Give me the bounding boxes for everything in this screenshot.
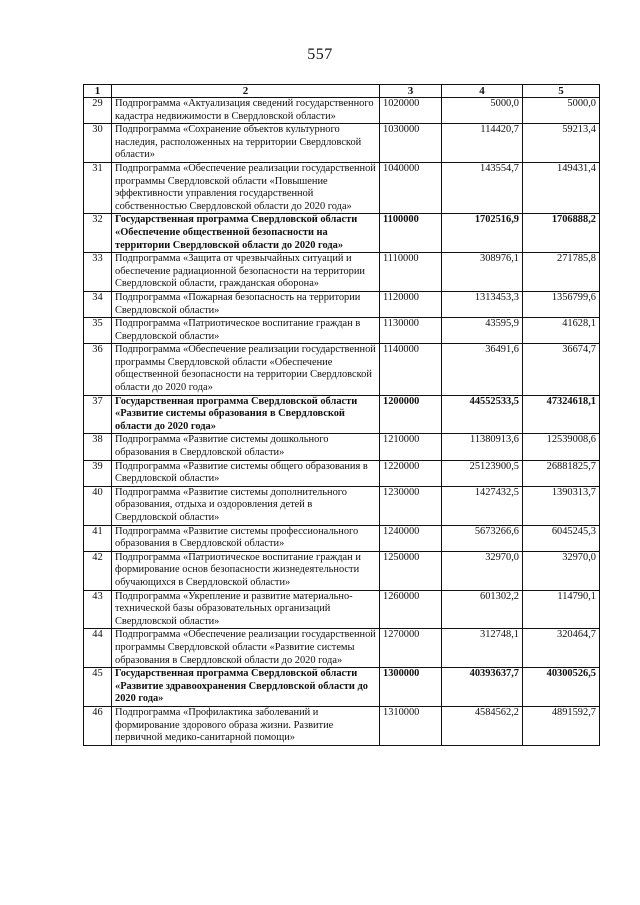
target-code: 1300000 bbox=[380, 668, 442, 707]
amount-col4: 44552533,5 bbox=[442, 395, 523, 434]
target-code: 1020000 bbox=[380, 98, 442, 124]
amount-col4: 36491,6 bbox=[442, 344, 523, 395]
table-row bbox=[84, 590, 600, 629]
amount-col4: 5000,0 bbox=[442, 98, 523, 124]
table-row bbox=[84, 162, 600, 213]
table-row bbox=[84, 525, 600, 551]
row-number: 43 bbox=[84, 590, 112, 629]
program-name: Подпрограмма «Обеспечение реализации государственной программы Свердловской области «Развитие системы образования в Свердловской области до 2020 года» bbox=[112, 629, 380, 668]
row-number: 42 bbox=[84, 551, 112, 590]
amount-col4: 25123900,5 bbox=[442, 460, 523, 486]
target-code: 1230000 bbox=[380, 486, 442, 525]
amount-col4: 312748,1 bbox=[442, 629, 523, 668]
target-code: 1250000 bbox=[380, 551, 442, 590]
table-row bbox=[84, 668, 600, 707]
program-name: Подпрограмма «Профилактика заболеваний и формирование здорового образа жизни. Развитие первичной медико-санитарной помощи» bbox=[112, 706, 380, 745]
table-row bbox=[84, 98, 600, 124]
program-name: Подпрограмма «Пожарная безопасность на территории Свердловской области» bbox=[112, 291, 380, 317]
table-row bbox=[84, 460, 600, 486]
amount-col4: 40393637,7 bbox=[442, 668, 523, 707]
amount-col4: 11380913,6 bbox=[442, 434, 523, 460]
amount-col4: 143554,7 bbox=[442, 162, 523, 213]
program-name: Подпрограмма «Обеспечение реализации государственной программы Свердловской области «Обеспечение общественной безопасности на территории Свердловской области до 2020 года» bbox=[112, 344, 380, 395]
row-number: 36 bbox=[84, 344, 112, 395]
row-number: 46 bbox=[84, 706, 112, 745]
program-name: Подпрограмма «Патриотическое воспитание граждан и формирование основ безопасности жизнедеятельности обучающихся в Свердловской области» bbox=[112, 551, 380, 590]
row-number: 33 bbox=[84, 253, 112, 292]
amount-col5: 4891592,7 bbox=[523, 706, 600, 745]
amount-col5: 6045245,3 bbox=[523, 525, 600, 551]
amount-col5: 59213,4 bbox=[523, 124, 600, 163]
amount-col4: 308976,1 bbox=[442, 253, 523, 292]
program-name: Подпрограмма «Развитие системы общего образования в Свердловской области» bbox=[112, 460, 380, 486]
row-number: 31 bbox=[84, 162, 112, 213]
target-code: 1240000 bbox=[380, 525, 442, 551]
target-code: 1140000 bbox=[380, 344, 442, 395]
program-name: Государственная программа Свердловской области «Обеспечение общественной безопасности на территории Свердловской области до 2020 года» bbox=[112, 214, 380, 253]
amount-col5: 271785,8 bbox=[523, 253, 600, 292]
amount-col4: 32970,0 bbox=[442, 551, 523, 590]
row-number: 40 bbox=[84, 486, 112, 525]
target-code: 1100000 bbox=[380, 214, 442, 253]
row-number: 39 bbox=[84, 460, 112, 486]
amount-col5: 320464,7 bbox=[523, 629, 600, 668]
table-row bbox=[84, 318, 600, 344]
amount-col4: 1702516,9 bbox=[442, 214, 523, 253]
table-row bbox=[84, 395, 600, 434]
target-code: 1200000 bbox=[380, 395, 442, 434]
program-name: Государственная программа Свердловской области «Развитие системы образования в Свердловской области до 2020 года» bbox=[112, 395, 380, 434]
program-name: Подпрограмма «Защита от чрезвычайных ситуаций и обеспечение радиационной безопасности на территории Свердловской области, гражданская оборона» bbox=[112, 253, 380, 292]
program-name: Подпрограмма «Обеспечение реализации государственной программы Свердловской области «Повышение эффективности управления государственной собственностью Свердловской области до 2020 года» bbox=[112, 162, 380, 213]
row-number: 35 bbox=[84, 318, 112, 344]
amount-col5: 41628,1 bbox=[523, 318, 600, 344]
target-code: 1110000 bbox=[380, 253, 442, 292]
row-number: 29 bbox=[84, 98, 112, 124]
target-code: 1270000 bbox=[380, 629, 442, 668]
amount-col4: 5673266,6 bbox=[442, 525, 523, 551]
program-name: Подпрограмма «Патриотическое воспитание граждан в Свердловской области» bbox=[112, 318, 380, 344]
amount-col5: 36674,7 bbox=[523, 344, 600, 395]
amount-col5: 40300526,5 bbox=[523, 668, 600, 707]
table-row bbox=[84, 214, 600, 253]
page-number: 557 bbox=[307, 46, 333, 63]
amount-col5: 26881825,7 bbox=[523, 460, 600, 486]
table-row bbox=[84, 291, 600, 317]
amount-col5: 1390313,7 bbox=[523, 486, 600, 525]
target-code: 1030000 bbox=[380, 124, 442, 163]
amount-col4: 114420,7 bbox=[442, 124, 523, 163]
program-name: Государственная программа Свердловской области «Развитие здравоохранения Свердловской области до 2020 года» bbox=[112, 668, 380, 707]
row-number: 41 bbox=[84, 525, 112, 551]
row-number: 32 bbox=[84, 214, 112, 253]
budget-table bbox=[83, 84, 600, 746]
row-number: 45 bbox=[84, 668, 112, 707]
amount-col5: 1356799,6 bbox=[523, 291, 600, 317]
amount-col5: 1706888,2 bbox=[523, 214, 600, 253]
column-header-5: 5 bbox=[523, 85, 600, 98]
program-name: Подпрограмма «Укрепление и развитие материально-технической базы образовательных организаций Свердловской области» bbox=[112, 590, 380, 629]
column-header-4: 4 bbox=[442, 85, 523, 98]
table-row bbox=[84, 706, 600, 745]
program-name: Подпрограмма «Развитие системы дополнительного образования, отдыха и оздоровления детей в Свердловской области» bbox=[112, 486, 380, 525]
program-name: Подпрограмма «Развитие системы дошкольного образования в Свердловской области» bbox=[112, 434, 380, 460]
target-code: 1210000 bbox=[380, 434, 442, 460]
amount-col5: 32970,0 bbox=[523, 551, 600, 590]
row-number: 44 bbox=[84, 629, 112, 668]
column-header-2: 2 bbox=[112, 85, 380, 98]
table-row bbox=[84, 253, 600, 292]
program-name: Подпрограмма «Актуализация сведений государственного кадастра недвижимости в Свердловской области» bbox=[112, 98, 380, 124]
target-code: 1220000 bbox=[380, 460, 442, 486]
amount-col4: 43595,9 bbox=[442, 318, 523, 344]
column-header-1: 1 bbox=[84, 85, 112, 98]
target-code: 1120000 bbox=[380, 291, 442, 317]
table-row bbox=[84, 124, 600, 163]
table-body bbox=[84, 98, 600, 746]
table-row bbox=[84, 629, 600, 668]
table-row bbox=[84, 551, 600, 590]
row-number: 38 bbox=[84, 434, 112, 460]
amount-col5: 5000,0 bbox=[523, 98, 600, 124]
table-row bbox=[84, 344, 600, 395]
amount-col5: 12539008,6 bbox=[523, 434, 600, 460]
target-code: 1040000 bbox=[380, 162, 442, 213]
amount-col5: 149431,4 bbox=[523, 162, 600, 213]
program-name: Подпрограмма «Развитие системы профессионального образования в Свердловской области» bbox=[112, 525, 380, 551]
target-code: 1260000 bbox=[380, 590, 442, 629]
table-row bbox=[84, 486, 600, 525]
header-row bbox=[84, 85, 600, 98]
row-number: 34 bbox=[84, 291, 112, 317]
row-number: 37 bbox=[84, 395, 112, 434]
program-name: Подпрограмма «Сохранение объектов культурного наследия, расположенных на территории Свердловской области» bbox=[112, 124, 380, 163]
column-header-3: 3 bbox=[380, 85, 442, 98]
target-code: 1310000 bbox=[380, 706, 442, 745]
amount-col5: 114790,1 bbox=[523, 590, 600, 629]
table-row bbox=[84, 434, 600, 460]
amount-col4: 601302,2 bbox=[442, 590, 523, 629]
amount-col5: 47324618,1 bbox=[523, 395, 600, 434]
target-code: 1130000 bbox=[380, 318, 442, 344]
amount-col4: 1427432,5 bbox=[442, 486, 523, 525]
amount-col4: 1313453,3 bbox=[442, 291, 523, 317]
row-number: 30 bbox=[84, 124, 112, 163]
amount-col4: 4584562,2 bbox=[442, 706, 523, 745]
